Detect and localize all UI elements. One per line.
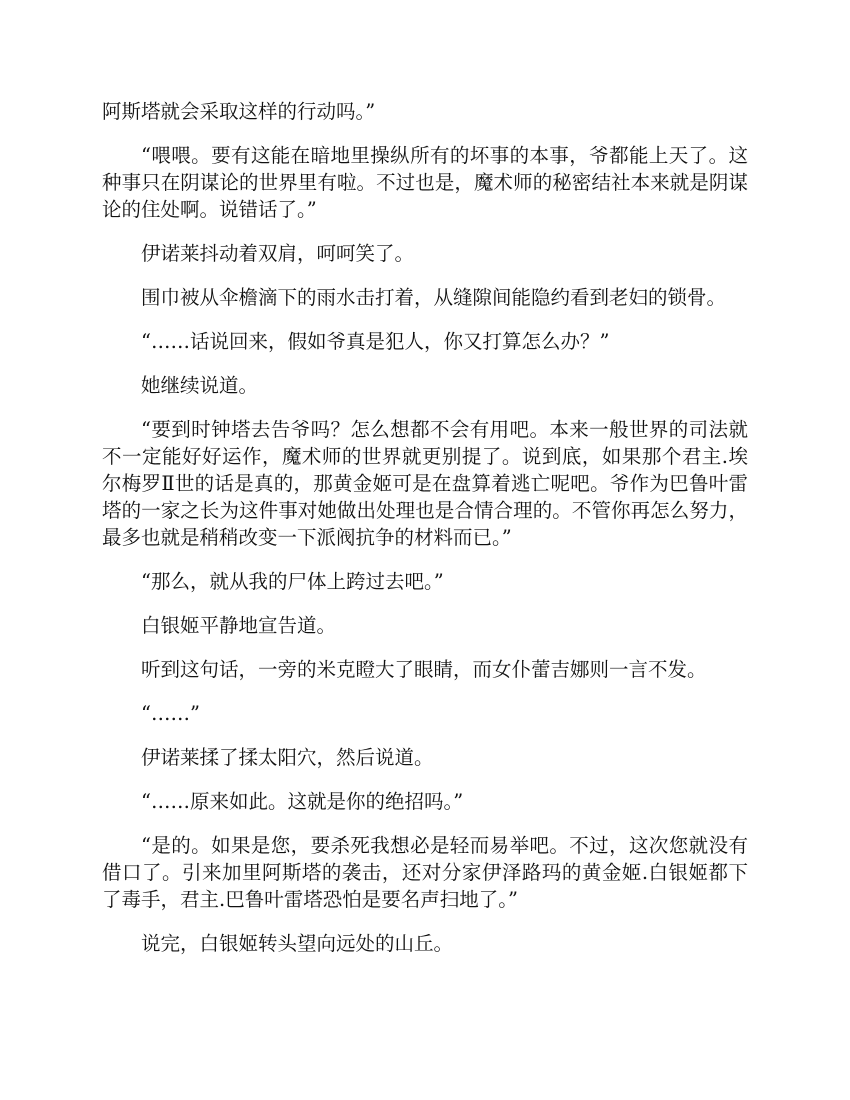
paragraph: 说完，白银姬转头望向远处的山丘。 [141,932,454,955]
paragraph: “……话说回来，假如爷真是犯人，你又打算怎么办？” [141,330,610,353]
paragraph: “……原来如此。这就是你的绝招吗。” [141,790,464,813]
paragraph: 伊诺莱抖动着双肩，呵呵笑了。 [141,242,415,265]
document-body [102,98,748,974]
paragraph: 她继续说道。 [141,374,259,397]
paragraph: 听到这句话，一旁的米克瞪大了眼睛，而女仆蕾吉娜则一言不发。 [141,658,707,681]
paragraph: 伊诺莱揉了揉太阳穴，然后说道。 [141,746,434,769]
paragraph: “那么，就从我的尸体上跨过去吧。” [141,570,444,593]
paragraph: “是的。如果是您，要杀死我想必是轻而易举吧。不过，这次您就没有借口了。引来加里阿斯塔的袭击，还对分家伊泽路玛的黄金姬.白银姬都下了毒手，君主.巴鲁叶雷塔恐怕是要名声扫地了。” [102,834,748,911]
paragraph: “喂喂。要有这能在暗地里操纵所有的坏事的本事，爷都能上天了。这种事只在阴谋论的世界里有啦。不过也是，魔术师的秘密结社本来就是阴谋论的住处啊。说错话了。” [102,144,748,221]
paragraph: 围巾被从伞檐滴下的雨水击打着，从缝隙间能隐约看到老妇的锁骨。 [141,286,727,309]
paragraph-continued: 阿斯塔就会采取这样的行动吗。” [102,100,376,123]
paragraph: “要到时钟塔去告爷吗？怎么想都不会有用吧。本来一般世界的司法就不一定能好好运作，魔术师的世界就更别提了。说到底，如果那个君主.埃尔梅罗Ⅱ世的话是真的，那黄金姬可是在盘算着逃亡呢吧。爷作为巴鲁叶雷塔的一家之长为这件事对她做出处理也是合情合理的。不管你再怎么努力，最多也就是稍稍改变一下派阀抗争的材料而已。” [102,418,748,549]
paragraph: 白银姬平静地宣告道。 [141,614,337,637]
paragraph: “……” [141,702,200,725]
